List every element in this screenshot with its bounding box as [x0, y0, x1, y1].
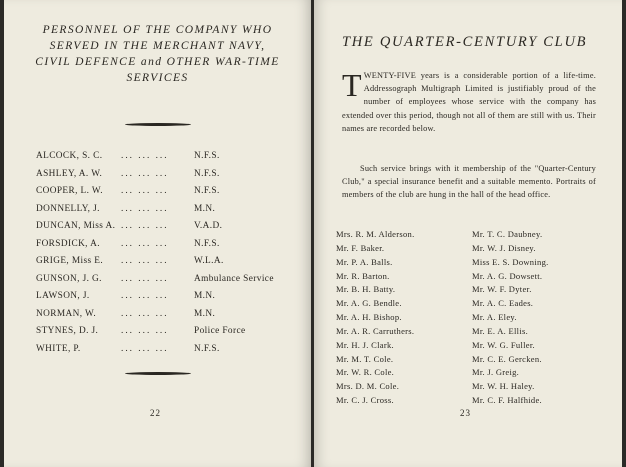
- ornamental-rule: [125, 372, 191, 375]
- dot-leader: ... ... ...: [121, 238, 169, 249]
- member-name: Mr. W. J. Disney.: [472, 242, 536, 253]
- service-name: M.N.: [194, 308, 216, 319]
- person-name: GUNSON, J. G.: [36, 273, 102, 284]
- member-name: Mr. A. H. Bishop.: [336, 312, 402, 323]
- service-name: W.L.A.: [194, 256, 224, 266]
- member-name: Mr. W. R. Cole.: [336, 367, 395, 378]
- member-name: Mr. R. Barton.: [336, 270, 390, 281]
- dot-leader: ... ... ...: [121, 168, 169, 179]
- heading-line: SERVICES: [126, 72, 189, 84]
- page-number: 23: [460, 408, 471, 418]
- member-name: Mr. A. G. Dowsett.: [472, 270, 543, 281]
- member-list-left: [336, 229, 415, 409]
- member-name: Mr. J. Greig.: [472, 367, 520, 378]
- person-name: FORSDICK, A.: [36, 238, 100, 249]
- member-name: Mr. C. F. Halfhide.: [472, 395, 542, 406]
- member-name: Mrs. R. M. Alderson.: [336, 229, 415, 239]
- service-name: V.A.D.: [194, 221, 223, 231]
- dot-leader: ... ... ...: [121, 291, 169, 301]
- member-name: Mr. C. E. Gercken.: [472, 353, 542, 364]
- dot-leader: ... ... ...: [121, 186, 169, 196]
- member-name: Miss E. S. Downing.: [472, 256, 549, 267]
- person-name: DONNELLY, J.: [36, 203, 100, 214]
- personnel-row: [36, 204, 296, 222]
- heading-line: PERSONNEL OF THE COMPANY WHO: [42, 24, 273, 36]
- person-name: STYNES, D. J.: [36, 326, 99, 336]
- personnel-row: [36, 344, 296, 362]
- member-name: Mr. A. C. Eades.: [472, 298, 534, 309]
- service-name: N.F.S.: [194, 343, 220, 354]
- member-name: Mr. A. R. Carruthers.: [336, 325, 415, 336]
- dot-leader: ... ... ...: [121, 273, 169, 284]
- personnel-row: [36, 221, 296, 239]
- service-name: Police Force: [194, 326, 246, 336]
- dot-leader: ... ... ...: [121, 326, 169, 336]
- member-name: Mr. T. C. Daubney.: [472, 229, 543, 239]
- drop-cap: T: [342, 67, 362, 103]
- member-name: Mr. C. J. Cross.: [336, 395, 394, 406]
- person-name: DUNCAN, Miss A.: [36, 221, 116, 231]
- member-name: Mrs. D. M. Cole.: [336, 381, 400, 392]
- intro-text: WENTY-FIVE years is a considerable portion of a life-time. Addressograph Multigraph Limited is justifiably proud of the number of employees whose service with the company has extended over this period, though not all of them are still with us. Their names are recorded below.: [342, 71, 596, 133]
- personnel-row: [36, 151, 296, 169]
- heading-line: SERVED IN THE MERCHANT NAVY,: [49, 40, 266, 52]
- personnel-row: [36, 291, 296, 309]
- service-name: M.N.: [194, 203, 216, 214]
- personnel-row: [36, 239, 296, 257]
- member-name: Mr. W. H. Haley.: [472, 381, 535, 392]
- personnel-row: [36, 186, 296, 204]
- personnel-row: [36, 274, 296, 292]
- service-name: Ambulance Service: [194, 273, 274, 284]
- person-name: NORMAN, W.: [36, 308, 97, 319]
- service-name: N.F.S.: [194, 151, 220, 161]
- member-name: Mr. W. F. Dyter.: [472, 284, 532, 295]
- member-name: Mr. B. H. Batty.: [336, 284, 396, 295]
- intro-paragraph: [342, 69, 596, 135]
- person-name: COOPER, L. W.: [36, 186, 103, 196]
- left-page: [4, 0, 311, 467]
- personnel-row: [36, 326, 296, 344]
- membership-paragraph: Such service brings with it membership of the "Quarter-Century Club," a special insurance benefit and a suitable memento. Portraits of members of the club are hung in the hall of the head office.: [342, 164, 596, 200]
- personnel-row: [36, 309, 296, 327]
- member-name: Mr. W. G. Fuller.: [472, 339, 535, 350]
- personnel-row: [36, 169, 296, 187]
- dot-leader: ... ... ...: [121, 203, 169, 214]
- page-title: THE QUARTER-CENTURY CLUB: [342, 34, 588, 50]
- member-name: Mr. A. Eley.: [472, 312, 517, 323]
- person-name: WHITE, P.: [36, 343, 81, 354]
- heading-line: CIVIL DEFENCE and OTHER WAR-TIME: [35, 56, 280, 68]
- dot-leader: ... ... ...: [121, 308, 169, 319]
- right-page: [314, 0, 622, 467]
- person-name: LAWSON, J.: [36, 291, 90, 301]
- personnel-list: [36, 151, 296, 361]
- person-name: ALCOCK, S. C.: [36, 151, 103, 161]
- service-name: M.N.: [194, 291, 216, 301]
- person-name: GRIGE, Miss E.: [36, 256, 104, 266]
- dot-leader: ... ... ...: [121, 151, 169, 161]
- member-name: Mr. F. Baker.: [336, 242, 385, 253]
- member-name: Mr. A. G. Bendle.: [336, 298, 402, 309]
- service-name: N.F.S.: [194, 168, 220, 179]
- service-name: N.F.S.: [194, 186, 220, 196]
- dot-leader: ... ... ...: [121, 343, 169, 354]
- member-name: Mr. H. J. Clark.: [336, 339, 394, 350]
- member-list-right: [472, 229, 549, 409]
- member-name: Mr. E. A. Ellis.: [472, 325, 529, 336]
- person-name: ASHLEY, A. W.: [36, 168, 103, 179]
- personnel-row: [36, 256, 296, 274]
- personnel-heading: [16, 22, 299, 86]
- ornamental-rule: [125, 123, 191, 126]
- page-number: 22: [150, 408, 161, 418]
- dot-leader: ... ... ...: [121, 256, 169, 266]
- member-name: Mr. P. A. Balls.: [336, 256, 393, 267]
- dot-leader: ... ... ...: [121, 221, 169, 231]
- service-name: N.F.S.: [194, 238, 220, 249]
- member-name: Mr. M. T. Cole.: [336, 353, 394, 364]
